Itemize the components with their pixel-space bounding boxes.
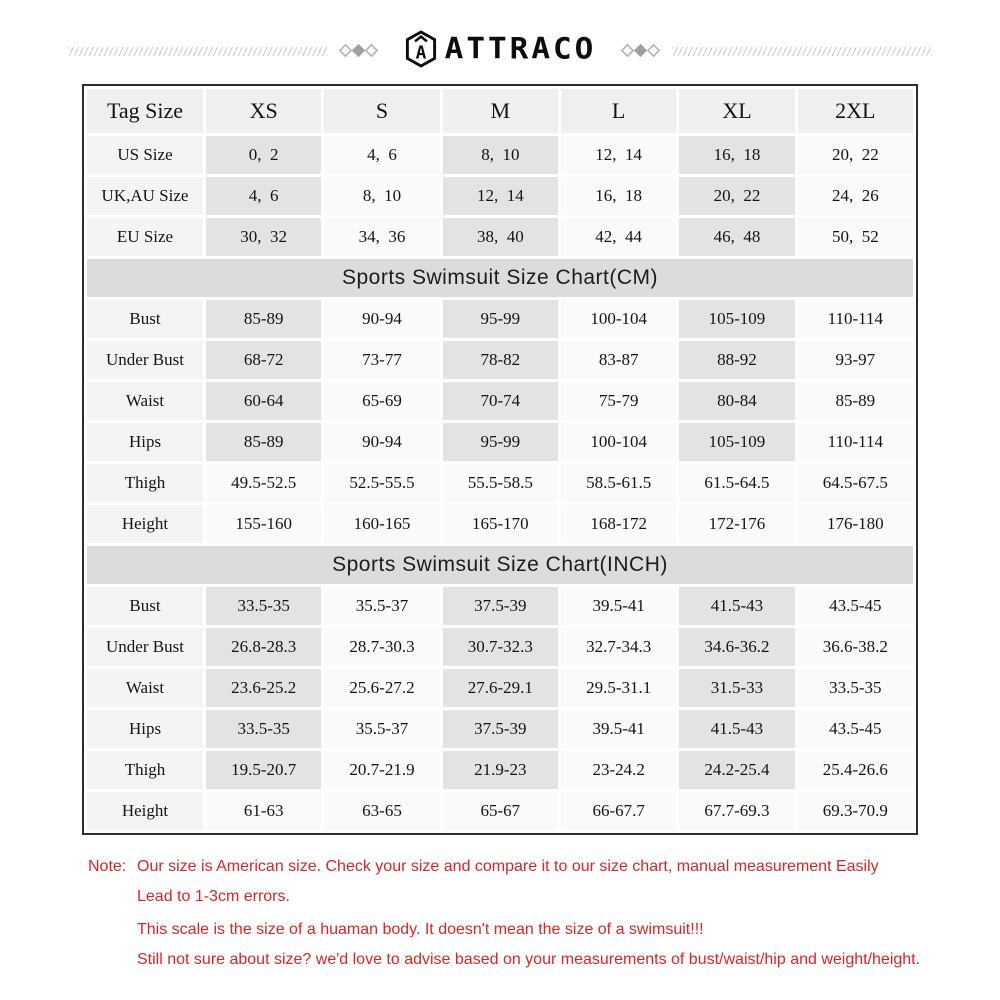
diamond-ornament-right (620, 43, 662, 59)
size-value-cell: 32.7-34.3 (561, 628, 676, 666)
size-value-cell: 168-172 (561, 505, 676, 543)
size-value-cell: 50, 52 (798, 218, 913, 256)
size-value-cell: 85-89 (798, 382, 913, 420)
size-value-cell: 33.5-35 (206, 587, 321, 625)
table-row (87, 751, 913, 789)
row-label-cell: Hips (87, 710, 203, 748)
size-value-cell: 105-109 (679, 423, 794, 461)
size-value-cell: 41.5-43 (679, 587, 794, 625)
table-row (87, 464, 913, 502)
size-value-cell: 63-65 (324, 792, 439, 830)
size-value-cell: 33.5-35 (798, 669, 913, 707)
size-value-cell: 41.5-43 (679, 710, 794, 748)
size-value-cell: 73-77 (324, 341, 439, 379)
size-value-cell: 60-64 (206, 382, 321, 420)
size-value-cell: 23.6-25.2 (206, 669, 321, 707)
row-label-cell: Waist (87, 669, 203, 707)
column-header-cell: 2XL (798, 89, 913, 133)
size-value-cell: 21.9-23 (443, 751, 558, 789)
size-value-cell: 35.5-37 (324, 587, 439, 625)
cm-section-title: Sports Swimsuit Size Chart(CM) (87, 259, 913, 297)
table-row (87, 341, 913, 379)
tag-size-header-cell: Tag Size (87, 89, 203, 133)
row-label-cell: EU Size (87, 218, 203, 256)
size-value-cell: 65-69 (324, 382, 439, 420)
size-value-cell: 69.3-70.9 (798, 792, 913, 830)
size-value-cell: 20, 22 (679, 177, 794, 215)
table-row (87, 136, 913, 174)
table-row (87, 587, 913, 625)
size-value-cell: 172-176 (679, 505, 794, 543)
size-value-cell: 12, 14 (561, 136, 676, 174)
size-value-cell: 39.5-41 (561, 710, 676, 748)
row-label-cell: Under Bust (87, 341, 203, 379)
column-header-cell: XL (679, 89, 794, 133)
row-label-cell: Bust (87, 300, 203, 338)
brand-logo-icon (404, 30, 438, 68)
size-value-cell: 100-104 (561, 300, 676, 338)
size-value-cell: 4, 6 (206, 177, 321, 215)
row-label-cell: Under Bust (87, 628, 203, 666)
table-row (87, 382, 913, 420)
inch-section-title-row (87, 546, 913, 584)
size-value-cell: 46, 48 (679, 218, 794, 256)
column-header-cell: L (561, 89, 676, 133)
row-label-cell: Thigh (87, 751, 203, 789)
diamond-ornament-left (338, 43, 380, 59)
table-row (87, 669, 913, 707)
size-value-cell: 49.5-52.5 (206, 464, 321, 502)
size-value-cell: 37.5-39 (443, 587, 558, 625)
size-conversion-rows (87, 136, 913, 256)
size-value-cell: 16, 18 (561, 177, 676, 215)
size-value-cell: 37.5-39 (443, 710, 558, 748)
cm-section-header (87, 259, 913, 297)
note-line-2: Lead to 1-3cm errors. (137, 888, 290, 905)
decorative-hatch-left (68, 47, 328, 56)
size-value-cell: 29.5-31.1 (561, 669, 676, 707)
logo-letter: A (415, 42, 427, 64)
note-prefix: Note: (88, 858, 127, 875)
size-value-cell: 26.8-28.3 (206, 628, 321, 666)
size-value-cell: 28.7-30.3 (324, 628, 439, 666)
table-row (87, 628, 913, 666)
size-value-cell: 110-114 (798, 300, 913, 338)
size-value-cell: 27.6-29.1 (443, 669, 558, 707)
size-value-cell: 160-165 (324, 505, 439, 543)
size-value-cell: 43.5-45 (798, 587, 913, 625)
size-value-cell: 25.6-27.2 (324, 669, 439, 707)
size-value-cell: 155-160 (206, 505, 321, 543)
inch-measurement-rows (87, 587, 913, 830)
table-row (87, 505, 913, 543)
size-chart-table (82, 84, 918, 835)
size-value-cell: 34, 36 (324, 218, 439, 256)
size-value-cell: 65-67 (443, 792, 558, 830)
size-value-cell: 75-79 (561, 382, 676, 420)
size-value-cell: 4, 6 (324, 136, 439, 174)
size-value-cell: 30, 32 (206, 218, 321, 256)
row-label-cell: Hips (87, 423, 203, 461)
row-label-cell: Bust (87, 587, 203, 625)
decorative-hatch-right (672, 47, 932, 56)
size-value-cell: 35.5-37 (324, 710, 439, 748)
size-value-cell: 23-24.2 (561, 751, 676, 789)
table-row (87, 218, 913, 256)
size-value-cell: 30.7-32.3 (443, 628, 558, 666)
size-value-cell: 8, 10 (443, 136, 558, 174)
table-row (87, 423, 913, 461)
table-header-row (87, 89, 913, 133)
note-line-3: This scale is the size of a huaman body. It doesn't mean the size of a swimsuit!!! (137, 921, 704, 938)
note-line-4: Still not sure about size? we'd love to advise based on your measurements of bust/waist/hip and weight/height. (137, 951, 921, 968)
size-value-cell: 85-89 (206, 423, 321, 461)
size-value-cell: 61.5-64.5 (679, 464, 794, 502)
size-value-cell: 12, 14 (443, 177, 558, 215)
size-value-cell: 58.5-61.5 (561, 464, 676, 502)
size-value-cell: 19.5-20.7 (206, 751, 321, 789)
row-label-cell: Thigh (87, 464, 203, 502)
table-row (87, 177, 913, 215)
size-value-cell: 93-97 (798, 341, 913, 379)
size-value-cell: 80-84 (679, 382, 794, 420)
size-value-cell: 70-74 (443, 382, 558, 420)
table-row (87, 300, 913, 338)
size-value-cell: 38, 40 (443, 218, 558, 256)
row-label-cell: Waist (87, 382, 203, 420)
brand-header (0, 0, 1000, 72)
size-value-cell: 16, 18 (679, 136, 794, 174)
size-value-cell: 68-72 (206, 341, 321, 379)
size-value-cell: 95-99 (443, 300, 558, 338)
table-head (87, 89, 913, 133)
size-value-cell: 176-180 (798, 505, 913, 543)
size-value-cell: 34.6-36.2 (679, 628, 794, 666)
size-value-cell: 24.2-25.4 (679, 751, 794, 789)
cm-measurement-rows (87, 300, 913, 543)
table-row (87, 792, 913, 830)
size-value-cell: 61-63 (206, 792, 321, 830)
size-value-cell: 24, 26 (798, 177, 913, 215)
row-label-cell: Height (87, 505, 203, 543)
column-header-cell: S (324, 89, 439, 133)
column-header-cell: XS (206, 89, 321, 133)
size-value-cell: 25.4-26.6 (798, 751, 913, 789)
size-value-cell: 88-92 (679, 341, 794, 379)
size-value-cell: 78-82 (443, 341, 558, 379)
inch-section-title: Sports Swimsuit Size Chart(INCH) (87, 546, 913, 584)
size-value-cell: 20, 22 (798, 136, 913, 174)
brand-logo-text: ATTRACO (444, 31, 597, 67)
size-value-cell: 33.5-35 (206, 710, 321, 748)
table-row (87, 710, 913, 748)
size-value-cell: 43.5-45 (798, 710, 913, 748)
brand-logo (404, 30, 597, 68)
size-value-cell: 83-87 (561, 341, 676, 379)
size-value-cell: 95-99 (443, 423, 558, 461)
cm-section-title-row (87, 259, 913, 297)
size-value-cell: 20.7-21.9 (324, 751, 439, 789)
size-value-cell: 90-94 (324, 423, 439, 461)
size-value-cell: 165-170 (443, 505, 558, 543)
row-label-cell: UK,AU Size (87, 177, 203, 215)
size-value-cell: 42, 44 (561, 218, 676, 256)
size-value-cell: 0, 2 (206, 136, 321, 174)
size-note (88, 856, 960, 979)
column-header-cell: M (443, 89, 558, 133)
row-label-cell: Height (87, 792, 203, 830)
size-value-cell: 67.7-69.3 (679, 792, 794, 830)
inch-section-header (87, 546, 913, 584)
size-value-cell: 55.5-58.5 (443, 464, 558, 502)
size-value-cell: 85-89 (206, 300, 321, 338)
size-value-cell: 39.5-41 (561, 587, 676, 625)
size-value-cell: 36.6-38.2 (798, 628, 913, 666)
row-label-cell: US Size (87, 136, 203, 174)
size-value-cell: 110-114 (798, 423, 913, 461)
note-line-1: Our size is American size. Check your size and compare it to our size chart, manual measurement Easily (137, 858, 879, 875)
note-lines (137, 856, 920, 979)
size-value-cell: 90-94 (324, 300, 439, 338)
size-value-cell: 100-104 (561, 423, 676, 461)
size-value-cell: 66-67.7 (561, 792, 676, 830)
size-value-cell: 8, 10 (324, 177, 439, 215)
size-value-cell: 52.5-55.5 (324, 464, 439, 502)
size-value-cell: 64.5-67.5 (798, 464, 913, 502)
size-value-cell: 105-109 (679, 300, 794, 338)
size-value-cell: 31.5-33 (679, 669, 794, 707)
